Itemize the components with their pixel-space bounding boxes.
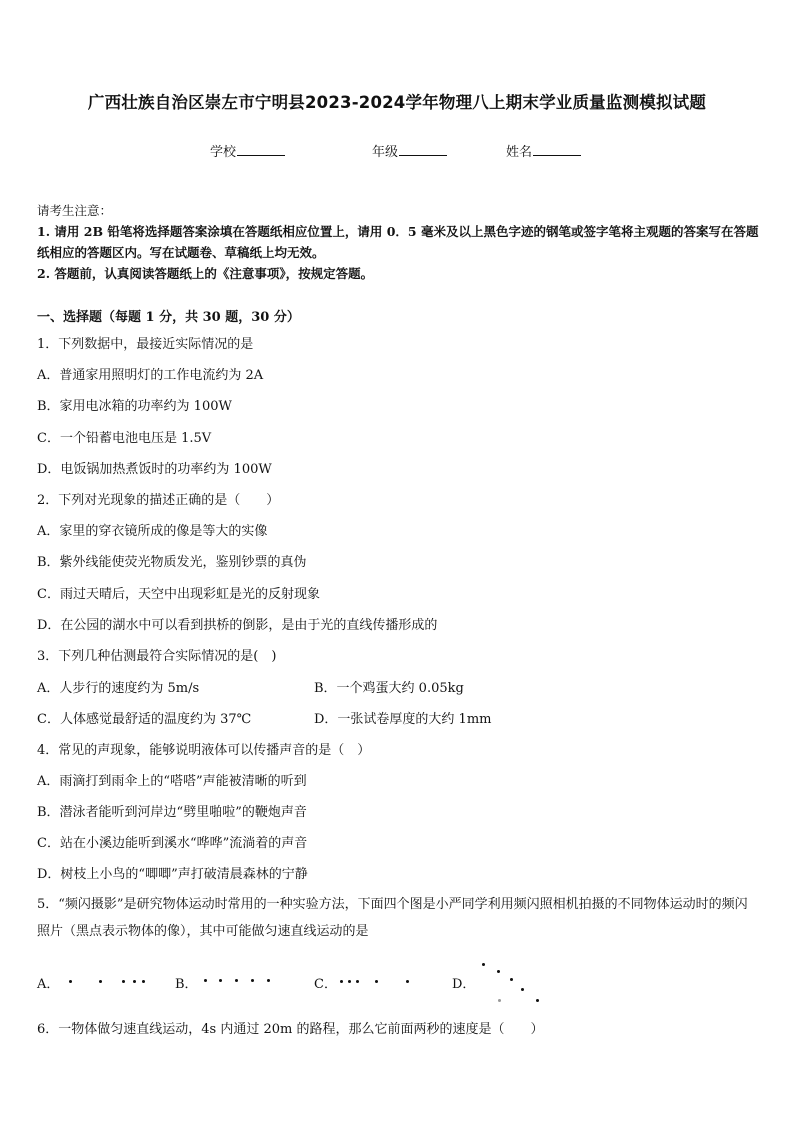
- question-4-option-a[interactable]: A．雨滴打到雨伞上的“嗒嗒”声能被清晰的听到: [37, 774, 307, 789]
- strobe-dot: [204, 979, 207, 982]
- notice-item-2: 2. 答题前，认真阅读答题纸上的《注意事项》，按规定答题。: [37, 266, 374, 281]
- strobe-dot: [406, 980, 409, 983]
- grade-blank[interactable]: [399, 143, 447, 156]
- section-heading: 一、选择题（每题 1 分，共 30 题，30 分）: [37, 310, 300, 325]
- question-3-option-d[interactable]: D．一张试卷厚度的大约 1mm: [314, 712, 492, 727]
- name-label: 姓名: [506, 145, 533, 160]
- question-5-stem: 5．“频闪摄影”是研究物体运动时常用的一种实验方法，下面四个图是小严同学利用频闪照相机拍摄的不同物体运动时的频闪照片（黑点表示物体的像），其中可能做匀速直线运动的是: [37, 897, 748, 939]
- question-6-stem: 6．一物体做匀速直线运动，4s 内通过 20m 的路程，那么它前面两秒的速度是（ ）: [37, 1022, 544, 1037]
- question-1-option-c[interactable]: C．一个铅蓄电池电压是 1.5V: [37, 431, 212, 446]
- question-2-option-a[interactable]: A．家里的穿衣镜所成的像是等大的实像: [37, 524, 268, 539]
- strobe-dot: [69, 980, 72, 983]
- notice-block: [37, 200, 762, 284]
- question-4-option-d[interactable]: D．树枝上小鸟的“唧唧”声打破清晨森林的宁静: [37, 867, 308, 882]
- question-2-stem: 2．下列对光现象的描述正确的是（ ）: [37, 493, 280, 508]
- question-1-option-d[interactable]: D．电饭锅加热煮饭时的功率约为 100W: [37, 462, 272, 477]
- question-1-option-a[interactable]: A．普通家用照明灯的工作电流约为 2A: [37, 368, 264, 383]
- name-blank[interactable]: [533, 143, 581, 156]
- question-5-option-d[interactable]: D．: [452, 977, 476, 992]
- strobe-dot: [497, 970, 500, 973]
- strobe-dot: [356, 980, 359, 983]
- question-4-option-c[interactable]: C．站在小溪边能听到溪水“哗哗”流淌着的声音: [37, 836, 308, 851]
- school-field: [210, 141, 285, 160]
- question-4-stem: 4．常见的声现象，能够说明液体可以传播声音的是（ ）: [37, 743, 371, 758]
- notice-item-1: 1. 请用 2B 铅笔将选择题答案涂填在答题纸相应位置上，请用 0．5 毫米及以上黑色字迹的钢笔或签字笔将主观题的答案写在答题纸相应的答题区内。写在试题卷、草稿纸上均无效。: [37, 224, 759, 260]
- question-1-stem: 1．下列数据中，最接近实际情况的是: [37, 337, 254, 352]
- question-3-option-a[interactable]: A．人步行的速度约为 5m/s: [37, 681, 200, 696]
- question-3-option-c[interactable]: C．人体感觉最舒适的温度约为 37℃: [37, 712, 252, 727]
- question-5-option-a[interactable]: A．: [37, 977, 60, 992]
- strobe-dot: [510, 978, 513, 981]
- strobe-dot: [122, 980, 125, 983]
- strobe-dot: [536, 999, 539, 1002]
- question-2-option-c[interactable]: C．雨过天晴后，天空中出现彩虹是光的反射现象: [37, 587, 320, 602]
- question-5-option-b[interactable]: B．: [175, 977, 198, 992]
- question-2-option-d[interactable]: D．在公园的湖水中可以看到拱桥的倒影，是由于光的直线传播形成的: [37, 618, 438, 633]
- grade-label: 年级: [372, 145, 399, 160]
- grade-field: [372, 141, 447, 160]
- strobe-dot: [348, 980, 351, 983]
- strobe-dot: [99, 980, 102, 983]
- question-2-option-b[interactable]: B．紫外线能使荧光物质发光，鉴别钞票的真伪: [37, 555, 307, 570]
- question-3-option-b[interactable]: B．一个鸡蛋大约 0.05kg: [314, 681, 464, 696]
- exam-title: 广西壮族自治区崇左市宁明县2023-2024学年物理八上期末学业质量监测模拟试题: [87, 93, 707, 112]
- strobe-dot: [267, 979, 270, 982]
- strobe-dot: [219, 979, 222, 982]
- strobe-dot-faint: [498, 999, 501, 1002]
- strobe-dot: [521, 988, 524, 991]
- strobe-dot: [235, 979, 238, 982]
- strobe-dot: [340, 980, 343, 983]
- question-3-stem: 3．下列几种估测最符合实际情况的是( ): [37, 649, 277, 664]
- school-blank[interactable]: [237, 143, 285, 156]
- school-label: 学校: [210, 145, 237, 160]
- strobe-dot: [482, 963, 485, 966]
- question-5-option-c[interactable]: C．: [314, 977, 337, 992]
- strobe-dot: [133, 980, 136, 983]
- strobe-dot: [142, 980, 145, 983]
- strobe-dot: [251, 979, 254, 982]
- strobe-dot: [375, 980, 378, 983]
- question-4-option-b[interactable]: B．潜泳者能听到河岸边“劈里啪啦”的鞭炮声音: [37, 805, 307, 820]
- question-1-option-b[interactable]: B．家用电冰箱的功率约为 100W: [37, 399, 232, 414]
- name-field: [506, 141, 581, 160]
- notice-heading: 请考生注意：: [37, 203, 113, 218]
